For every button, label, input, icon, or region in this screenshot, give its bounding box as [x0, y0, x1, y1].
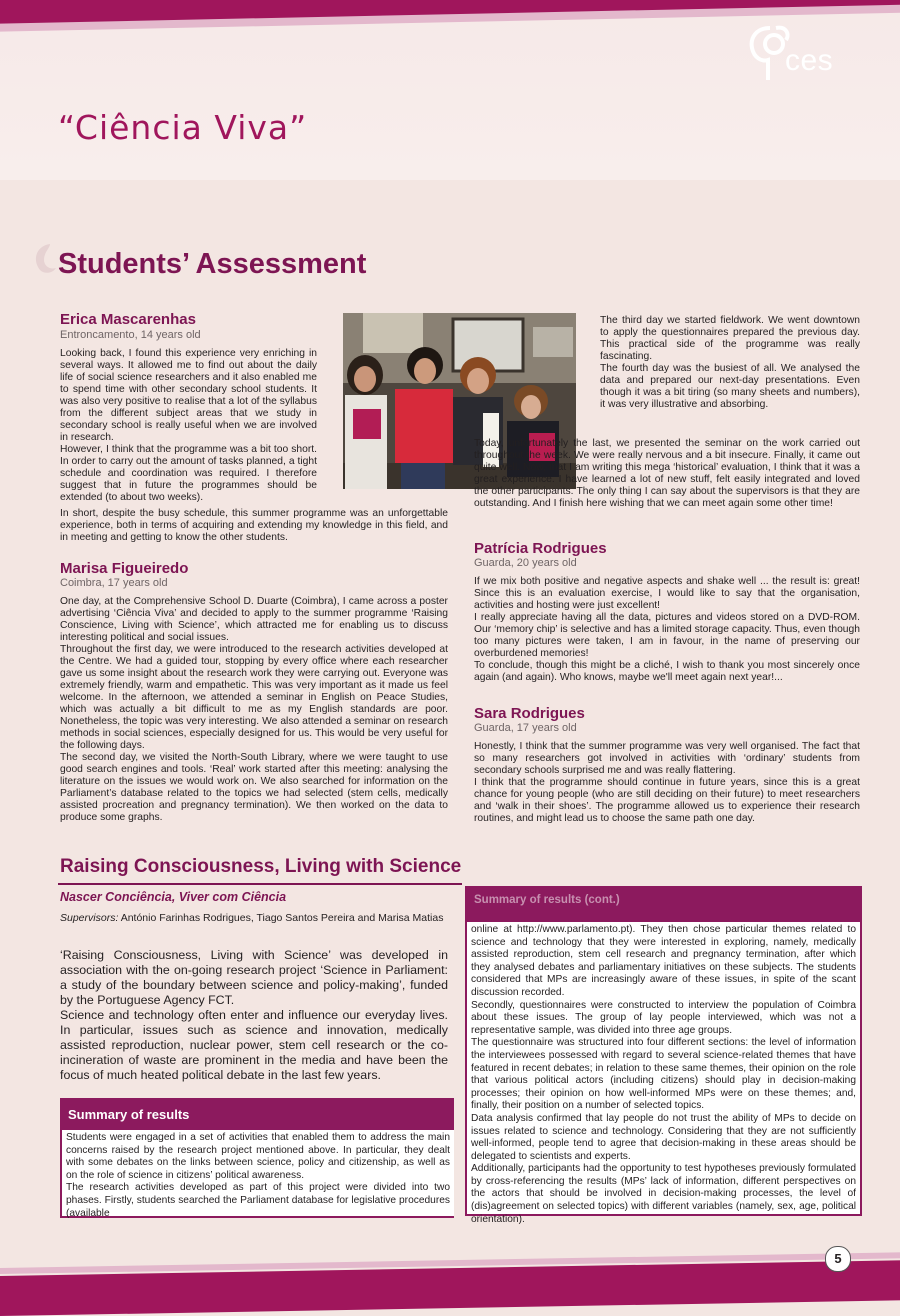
paragraph: Science and technology often enter and influence our everyday lives. In particular, issues such as science and innovation, medically assisted reproduction, nuclear power, stem cell research or the co-incineration of waste are prominent in the media and have been the focus of much heated political debate in the last few years.	[60, 1008, 448, 1082]
paragraph: The second day, we visited the North-South Library, where we were taught to use good search engines and tools. ‘Real’ work started after this meeting: analysing the literature on the issues we would work on. We also searched for information on the Parliament’s database related to the topics we had selected (stem cells, medically assisted procreation and pregnancy termination). We then worked on the data to produce some graphs.	[60, 752, 448, 823]
paragraph: Additionally, participants had the opportunity to test hypotheses previously formulated by cross-referencing the results (MPs’ lack of information, different perspectives on the actors that should be involved in decision-making processes, the level of (dis)agreement on selected topics) with different variables (namely, sex, age, political orientation).	[471, 1163, 856, 1225]
paragraph: I really appreciate having all the data, pictures and videos stored on a DVD-ROM. Our ‘memory chip’ is selective and has a limited storage capacity. Thus, even though too many pictures were taken, I am in favour, in the name of preserving our overburdened memories!	[474, 612, 860, 659]
paragraph: Students were engaged in a set of activities that enabled them to address the main concerns raised by the research project mentioned above. In particular, they dealt with some debates on the links between science, policy and citizenship, as well as on the role of science in citizens’ political awareness.	[66, 1132, 450, 1181]
paragraph: ‘Raising Consciousness, Living with Science’ was developed in association with the on-going research project ‘Science in Parliament: a study of the boundary between science and policy-making’, funded by the Portuguese Agency FCT.	[60, 948, 448, 1007]
paragraph: Looking back, I found this experience very enriching in several ways. It allowed me to find out about the daily life of social science researchers and it also enabled me to spend time with other secondary school students. It was also very positive to realise that a lot of the syllabus from the different subject areas that we study in secondary school is really useful when we are involved in research.	[60, 348, 317, 443]
paragraph: The research activities developed as part of this project were divided into two phases. Firstly, students searched the Parliament database for legislative procedures (available	[66, 1182, 450, 1219]
student-meta: Coimbra, 17 years old	[60, 577, 168, 589]
logo-text: ces	[785, 44, 834, 77]
student-text-continued	[474, 438, 860, 510]
section-title: “Ciência Viva”	[58, 108, 308, 147]
paragraph: Data analysis confirmed that lay people do not trust the ability of MPs to decide on issues related to science and technology. Considering that they are not sufficiently well-informed, people tend to agree that decision-making in these areas should be delegated to scientists and experts.	[471, 1112, 856, 1162]
decorative-swirl-icon	[30, 240, 60, 280]
page-number: 5	[825, 1246, 851, 1272]
divider	[58, 883, 462, 885]
paragraph: Today, unfortunately the last, we presented the seminar on the work carried out throughout the week. We were really nervous and a bit insecure. Finally, it came out quite well. Now, that I am writing this mega ‘historical’ evaluation, I think that it was a great experience. I have learned a lot of new stuff, felt easily integrated and loved the other participants. The only thing I can say about the supervisors is that they are outstanding. And I finish here wishing that we can meet again some other time!	[474, 438, 860, 509]
supervisors-line	[60, 912, 443, 924]
summary-body	[62, 1130, 454, 1219]
paragraph: To conclude, though this might be a cliché, I wish to thank you most sincerely once again (and again). Who knows, maybe we'll meet again next year!...	[474, 660, 860, 683]
paragraph: One day, at the Comprehensive School D. Duarte (Coimbra), I came across a poster advertising ‘Ciência Viva’ and decided to apply to the summer programme ‘Raising Conscience, Living with Science’, which attracted me for enabling us to discuss interesting political and social issues.	[60, 596, 448, 643]
student-name: Erica Mascarenhas	[60, 311, 196, 328]
assessment-heading: Students’ Assessment	[58, 248, 367, 280]
paragraph: However, I think that the programme was a bit too short. In order to carry out the amount of tasks planned, a tight schedule and coordination was required. I therefore suggest that in future the programmes should be extended (to about two weeks).	[60, 444, 317, 503]
project-heading: Raising Consciousness, Living with Science	[60, 856, 462, 877]
student-text	[474, 576, 860, 684]
paragraph: The fourth day was the busiest of all. We analysed the data and prepared our next-day presentations. Even though it was a bit tiring (so many sheets and numbers), it was very illustrative and absorbing.	[600, 363, 860, 410]
paragraph: online at http://www.parlamento.pt). They then chose particular themes related to science and technology that they were interested in exploring, namely, medically assisted reproduction, stem cell research and pregnancy termination, after which they analysed debates and parliamentary initiatives on these subjects. The students considered that MPs are increasingly aware of these issues, in spite of the scant discussion recorded.	[471, 924, 856, 998]
paragraph: If we mix both positive and negative aspects and shake well ... the result is: great! Since this is an evaluation exercise, I would like to say that the organisation, activities and hosting were just excellent!	[474, 576, 860, 611]
summary-heading: Summary of results	[68, 1107, 190, 1122]
student-name: Sara Rodrigues	[474, 705, 585, 722]
student-text	[60, 596, 448, 824]
supervisors-names: António Farinhas Rodrigues, Tiago Santos Pereira and Marisa Matias	[120, 912, 444, 924]
paragraph: Honestly, I think that the summer programme was very well organised. The fact that so many researchers got involved in activities with ‘ordinary’ students from secondary schools surprised me and was really flattering.	[474, 741, 860, 776]
project-body	[60, 948, 448, 1083]
summary-cont-heading: Summary of results (cont.)	[474, 894, 620, 906]
paragraph: Secondly, questionnaires were constructed to interview the population of Coimbra about these issues. The group of lay people interviewed, which was not a representative sample, was divided into three age groups.	[471, 999, 856, 1036]
paragraph: In short, despite the busy schedule, this summer programme was an unforgettable experience, both in terms of acquiring and extending my knowledge in this field, and in meeting and getting to know the other students.	[60, 508, 448, 543]
student-meta: Entroncamento, 14 years old	[60, 329, 201, 341]
paragraph: Throughout the first day, we were introduced to the research activities developed at the Centre. We had a guided tour, stopping by every office where each researcher gave us some insight about the research work they were carrying out. Everyone was extremely friendly, warm and empathetic. This was very important as it made us feel welcome. In the afternoon, we attended a seminar in English on Peace Studies, which was actually a bit difficult to me as my English standards are poor. Nonetheless, the topic was very interesting. We also attended a seminar on research methods in social sciences, especially designed for us. This would be very useful for the following days.	[60, 644, 448, 751]
student-text-continued	[600, 315, 860, 411]
student-meta: Guarda, 20 years old	[474, 557, 577, 569]
student-name: Marisa Figueiredo	[60, 560, 189, 577]
student-text	[60, 348, 317, 504]
summary-cont-body	[467, 922, 860, 1225]
student-meta: Guarda, 17 years old	[474, 722, 577, 734]
student-text	[60, 508, 448, 544]
project-subtitle: Nascer Conciência, Viver com Ciência	[60, 890, 287, 904]
student-text	[474, 741, 860, 825]
student-name: Patrícia Rodrigues	[474, 540, 607, 557]
supervisors-label: Supervisors:	[60, 912, 119, 924]
paragraph: The questionnaire was structured into four different sections: the level of information the interviewees possessed with regard to several science-related themes that have featured in recent debates; in relation to these same themes, their opinion on the role that various political actors (including citizens) should play in decision-making processes; their opinion on how well-informed MPs were on these themes; and, finally, their position on a number of selected topics.	[471, 1037, 856, 1112]
paragraph: I think that the programme should continue in future years, since this is a great chance for young people (who are still deciding on their future) to meet researchers and ‘walk in their shoes’. The programme allowed us to experience their research routines, and might lead us to choose the same path one day.	[474, 777, 860, 824]
paragraph: The third day we started fieldwork. We went downtown to apply the questionnaires prepared the previous day. This practical side of the programme was really fascinating.	[600, 315, 860, 362]
